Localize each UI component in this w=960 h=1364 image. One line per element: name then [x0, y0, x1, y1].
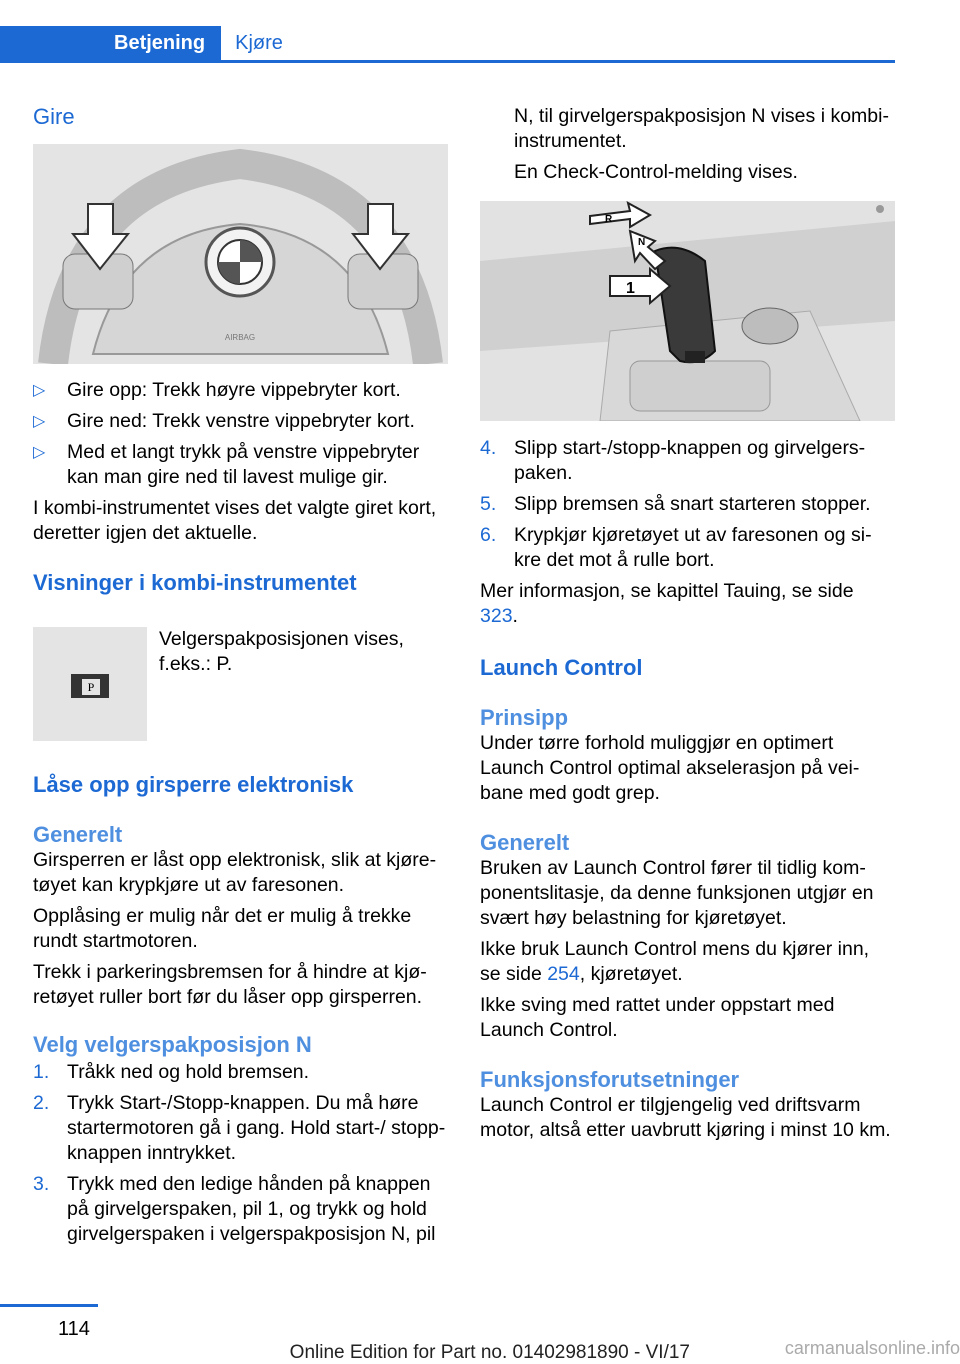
check-control-text: En Check-Control-melding vises.	[514, 161, 798, 183]
right-top	[480, 104, 895, 185]
gear-selector-illustration	[480, 201, 895, 421]
tab-betjening[interactable]: Betjening	[0, 26, 221, 60]
triangle-bullet-icon: ▷	[33, 413, 46, 430]
prinsipp-text: Under tørre forhold muliggjør en optimert Launch Control optimal akselerasjon på vei-bane med godt grep.	[480, 732, 860, 804]
steering-wheel-illustration	[33, 144, 448, 364]
tab-kjore[interactable]: Kjøre	[235, 32, 283, 54]
heading-velg: Velg velgerspakposisjon N	[33, 1032, 312, 1057]
airbag-label: AIRBAG	[224, 333, 256, 342]
watermark: carmanualsonline.info	[784, 1338, 960, 1358]
funksjon-text: Launch Control er tilgjengelig ved driftsvarm motor, altså etter uavbrutt kjøring i minst 10 km.	[480, 1094, 891, 1141]
triangle-bullet-icon: ▷	[33, 382, 46, 399]
page-number: 114	[58, 1318, 90, 1340]
arrow-label-1: 1	[626, 280, 635, 297]
display-gear-letter: P	[81, 678, 101, 696]
launch-generelt-p2: Ikke bruk Launch Control mens du kjører inn, se side 254, kjøretøyet.	[480, 938, 870, 985]
edition-text: Online Edition for Part no. 01402981890 - VI/17	[289, 1342, 690, 1363]
left-lower-section	[33, 772, 453, 1247]
heading-gire: Gire	[33, 104, 75, 129]
heading-launch-control: Launch Control	[480, 655, 643, 680]
launch-generelt-p1: Bruken av Launch Control fører til tidlig kom-ponentslitasje, da denne funksjonen utgjør en svært høy belastning for kjøretøyet.	[480, 857, 874, 929]
heading-visninger: Visninger i kombi-instrumentet	[33, 570, 357, 595]
page-link-323[interactable]: 323	[480, 605, 513, 627]
heading-prinsipp: Prinsipp	[480, 705, 569, 730]
list-item: ▷ Gire ned: Trekk venstre vippebryter kort.	[33, 410, 415, 432]
list-item: ▷ Med et langt trykk på venstre vippebryter kan man gire ned til lavest mulige gir.	[33, 441, 420, 488]
list-item: 1. Tråkk ned og hold bremsen.	[33, 1061, 310, 1083]
heading-generelt-left: Generelt	[33, 822, 123, 847]
arrow-label-n: N	[638, 237, 646, 248]
left-column	[33, 104, 453, 130]
heading-funksjon: Funksjonsforutsetninger	[480, 1067, 740, 1092]
heading-generelt-right: Generelt	[480, 830, 570, 855]
list-item: 2. Trykk Start-/Stopp-knappen. Du må høre startermotoren gå i gang. Hold start-/ stopp-knappen inntrykket.	[33, 1092, 446, 1164]
visninger-text: Velgerspakposisjonen vises, f.eks.: P.	[159, 628, 404, 675]
launch-generelt-p3: Ikke sving med rattet under oppstart med Launch Control.	[480, 994, 835, 1041]
heading-laase: Låse opp girsperre elektronisk	[33, 772, 354, 797]
footer-rule	[0, 1304, 98, 1307]
more-info-text: Mer informasjon, se kapittel Tauing, se side 323.	[480, 580, 854, 627]
list-item: ▷ Gire opp: Trekk høyre vippebryter kort.	[33, 379, 401, 401]
list-item: 3. Trykk med den ledige hånden på knappen på girvelgerspaken, pil 1, og trykk og hold girvelgerspaken i velgerspakposisjon N, pil	[33, 1173, 436, 1245]
gear-display-illustration	[33, 627, 147, 741]
generelt-p1: Girsperren er låst opp elektronisk, slik at kjøre-tøyet kan krypkjøre ut av faresonen.	[33, 849, 437, 896]
arrow-label-r: R	[605, 214, 613, 225]
page-link-254[interactable]: 254	[547, 963, 580, 985]
triangle-bullet-icon: ▷	[33, 444, 46, 461]
gire-paragraph: I kombi-instrumentet vises det valgte giret kort, deretter igjen det aktuelle.	[33, 497, 437, 544]
header-rule	[0, 60, 895, 63]
list-item: 5. Slipp bremsen så snart starteren stopper.	[480, 493, 871, 515]
right-steps	[480, 436, 895, 1143]
gire-bullets	[33, 378, 453, 596]
chapter-tabs	[0, 26, 297, 60]
continued-step: N, til girvelgerspakposisjon N vises i kombi-instrumentet.	[514, 105, 889, 152]
list-item: 6. Krypkjør kjøretøyet ut av faresonen og si-kre det mot å rulle bort.	[480, 524, 872, 571]
list-item: 4. Slipp start-/stopp-knappen og girvelgers-paken.	[480, 437, 866, 484]
generelt-p3: Trekk i parkeringsbremsen for å hindre at kjø-retøyet ruller bort før du låser opp girsperren.	[33, 961, 427, 1008]
generelt-p2: Opplåsing er mulig når det er mulig å trekke rundt startmotoren.	[33, 905, 412, 952]
